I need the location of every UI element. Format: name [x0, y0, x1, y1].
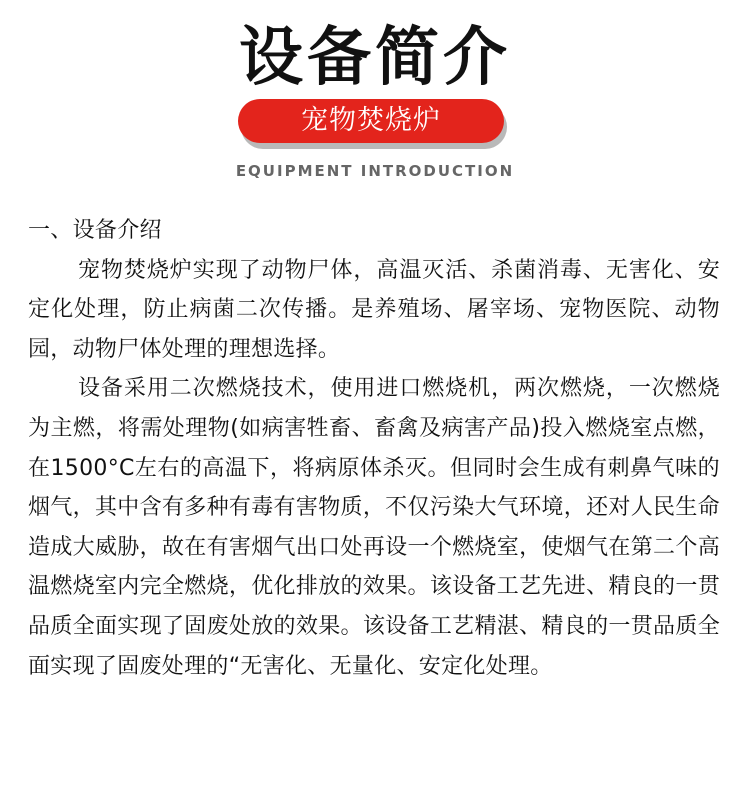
introduction-content: [28, 211, 720, 686]
english-subtitle: EQUIPMENT INTRODUCTION: [235, 162, 515, 180]
paragraph-overview: 宠物焚烧炉实现了动物尸体，高温灭活、杀菌消毒、无害化、安定化处理，防止病菌二次传播。是养殖场、屠宰场、宠物医院、动物园，动物尸体处理的理想选择。: [28, 257, 720, 362]
product-name-badge: 宠物焚烧炉: [238, 99, 504, 143]
page-title: 设备简介: [239, 21, 511, 95]
paragraph-technology: 设备采用二次燃烧技术，使用进口燃烧机，两次燃烧，一次燃烧为主燃，将需处理物(如病害牲畜、畜禽及病害产品)投入燃烧室点燃，在1500°C左右的高温下，将病原体杀灭。但同时会生成有刺鼻气味的烟气，其中含有多种有毒有害物质，不仅污染大气环境，还对人民生命造成大威胁，故在有害烟气出口处再设一个燃烧室，使烟气在第二个高温燃烧室内完全燃烧，优化排放的效果。该设备工艺先进、精良的一贯品质全面实现了固废处放的效果。该设备工艺精湛、精良的一贯品质全面实现了固废处理的“无害化、无量化、安定化处理。: [28, 376, 720, 679]
section-heading: 一、设备介绍: [28, 218, 162, 243]
